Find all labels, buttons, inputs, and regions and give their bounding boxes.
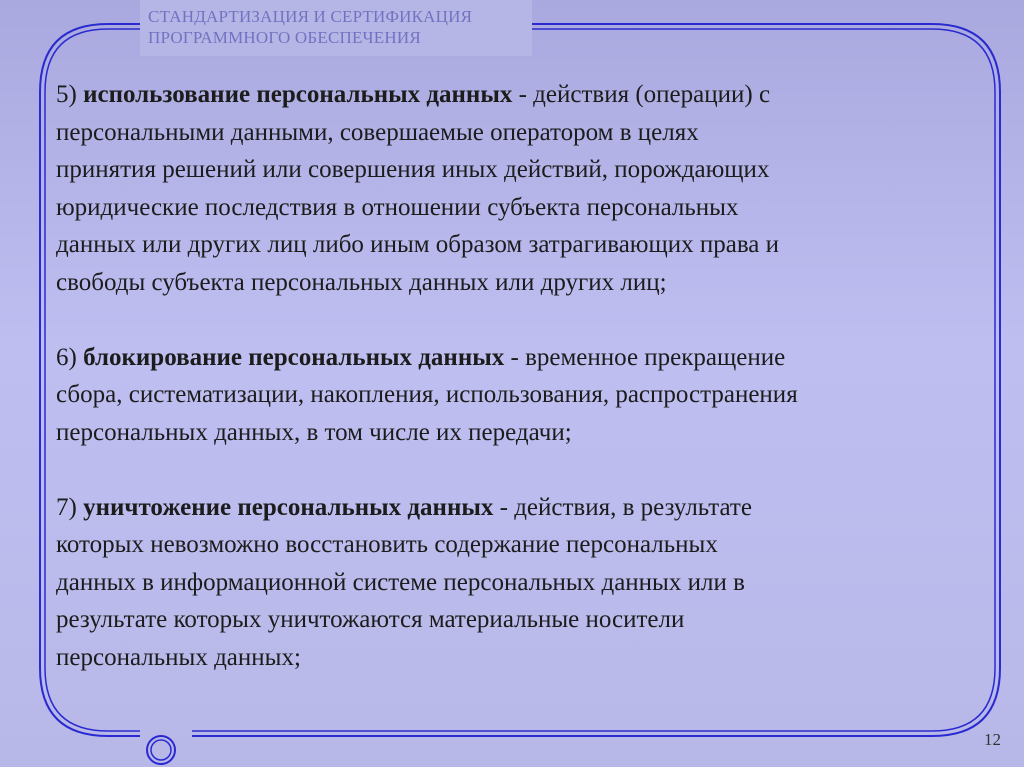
item-number: 7) xyxy=(56,493,77,521)
definition-item-6 xyxy=(56,339,996,452)
item-number: 6) xyxy=(56,343,77,371)
item-number: 5) xyxy=(56,81,77,108)
definition-item-7 xyxy=(56,489,996,677)
definitions-list xyxy=(56,76,996,676)
header-title-line-2: ПРОГРАММНОГО ОБЕСПЕЧЕНИЯ xyxy=(148,28,421,47)
circle-icon-inner xyxy=(151,740,171,760)
header-title-line-1: СТАНДАРТИЗАЦИЯ И СЕРТИФИКАЦИЯ xyxy=(148,7,473,26)
definition-item-5 xyxy=(56,76,996,301)
page-number: 12 xyxy=(984,730,1001,749)
item-definition: - действия (операции) с персональными данными, совершаемые оператором в целях принятия решений или совершения иных действий, порождающих юридические последствия в отношении субъекта персональных данных или других лиц либо иным образом затрагивающих права и свободы субъекта персональных данных или других лиц; xyxy=(56,81,780,296)
item-definition: - временное прекращение сбора, систематизации, накопления, использования, распространения персональных данных, в том числе их передачи; xyxy=(56,343,798,446)
item-definition: - действия, в результате которых невозможно восстановить содержание персональных данных в информационной системе персональных данных или в результате которых уничтожаются материальные носители персональных данных; xyxy=(56,493,752,671)
item-term: использование персональных данных xyxy=(83,81,513,108)
item-term: блокирование персональных данных xyxy=(83,343,505,371)
item-term: уничтожение персональных данных xyxy=(83,493,494,521)
